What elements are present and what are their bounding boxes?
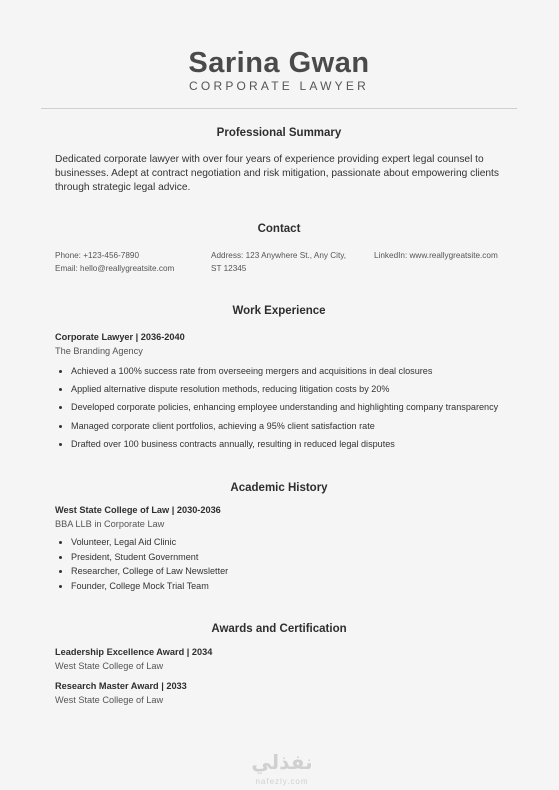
contact-column-phone-email: [55, 249, 211, 275]
work-company: The Branding Agency: [55, 346, 143, 356]
list-item: • Achieved a 100% success rate from overseeing mergers and acquisitions in deal closures: [71, 362, 503, 380]
resume-header: [55, 0, 503, 93]
list-item: • Founder, College Mock Trial Team: [71, 579, 503, 594]
work-bullets: [55, 362, 503, 453]
header-divider: [41, 108, 517, 109]
award-org: West State College of Law: [55, 695, 164, 706]
awards-heading: Awards and Certification: [211, 623, 347, 636]
list-item: • Researcher, College of Law Newsletter: [71, 564, 503, 579]
watermark-logo: نفذلي: [251, 752, 313, 774]
candidate-role: CORPORATE LAWYER: [189, 79, 369, 93]
academic-heading: Academic History: [230, 482, 328, 495]
list-item: • Applied alternative dispute resolution methods, reducing litigation costs by 20%: [71, 380, 503, 398]
summary-heading: Professional Summary: [216, 127, 342, 139]
award-name: Research Master Award | 2033: [55, 681, 187, 692]
academic-degree: BBA LLB in Corporate Law: [55, 519, 165, 530]
contact-heading: Contact: [257, 223, 301, 235]
award-entry: [55, 680, 503, 707]
contact-address-line2: ST 12345: [211, 264, 247, 273]
work-role: Corporate Lawyer | 2036-2040: [55, 332, 185, 342]
contact-linkedin: LinkedIn: www.reallygreatsite.com: [374, 251, 498, 260]
award-org: West State College of Law: [55, 661, 164, 672]
academic-bullets: [55, 535, 503, 593]
contact-address-line1: Address: 123 Anywhere St., Any City,: [211, 251, 347, 260]
list-item: • Volunteer, Legal Aid Clinic: [71, 535, 503, 550]
award-entry: [55, 646, 503, 673]
award-name: Leadership Excellence Award | 2034: [55, 647, 213, 658]
academic-entry: [55, 504, 503, 593]
watermark-url: nafezly.com: [255, 777, 309, 786]
academic-school: West State College of Law | 2030-2036: [55, 505, 221, 516]
contact-block: [55, 249, 503, 275]
list-item: • Managed corporate client portfolios, achieving a 95% client satisfaction rate: [71, 417, 503, 435]
work-entry: [55, 331, 503, 453]
candidate-name: Sarina Gwan: [188, 47, 370, 79]
contact-column-linkedin: [374, 249, 503, 275]
list-item: • Drafted over 100 business contracts annually, resulting in reduced legal disputes: [71, 435, 503, 453]
contact-email: Email: hello@reallygreatsite.com: [55, 264, 175, 273]
contact-phone: Phone: +123-456-7890: [55, 251, 139, 260]
work-heading: Work Experience: [232, 305, 326, 317]
contact-column-address: [211, 249, 374, 275]
summary-text: Dedicated corporate lawyer with over four years of experience providing expert legal counsel to businesses. Adept at contract negotiation and risk mitigation, passionate about empowering clients through strategic legal advice.: [55, 154, 499, 193]
list-item: • President, Student Government: [71, 550, 503, 565]
list-item: • Developed corporate policies, enhancing employee understanding and highlighting company transparency: [71, 398, 503, 416]
